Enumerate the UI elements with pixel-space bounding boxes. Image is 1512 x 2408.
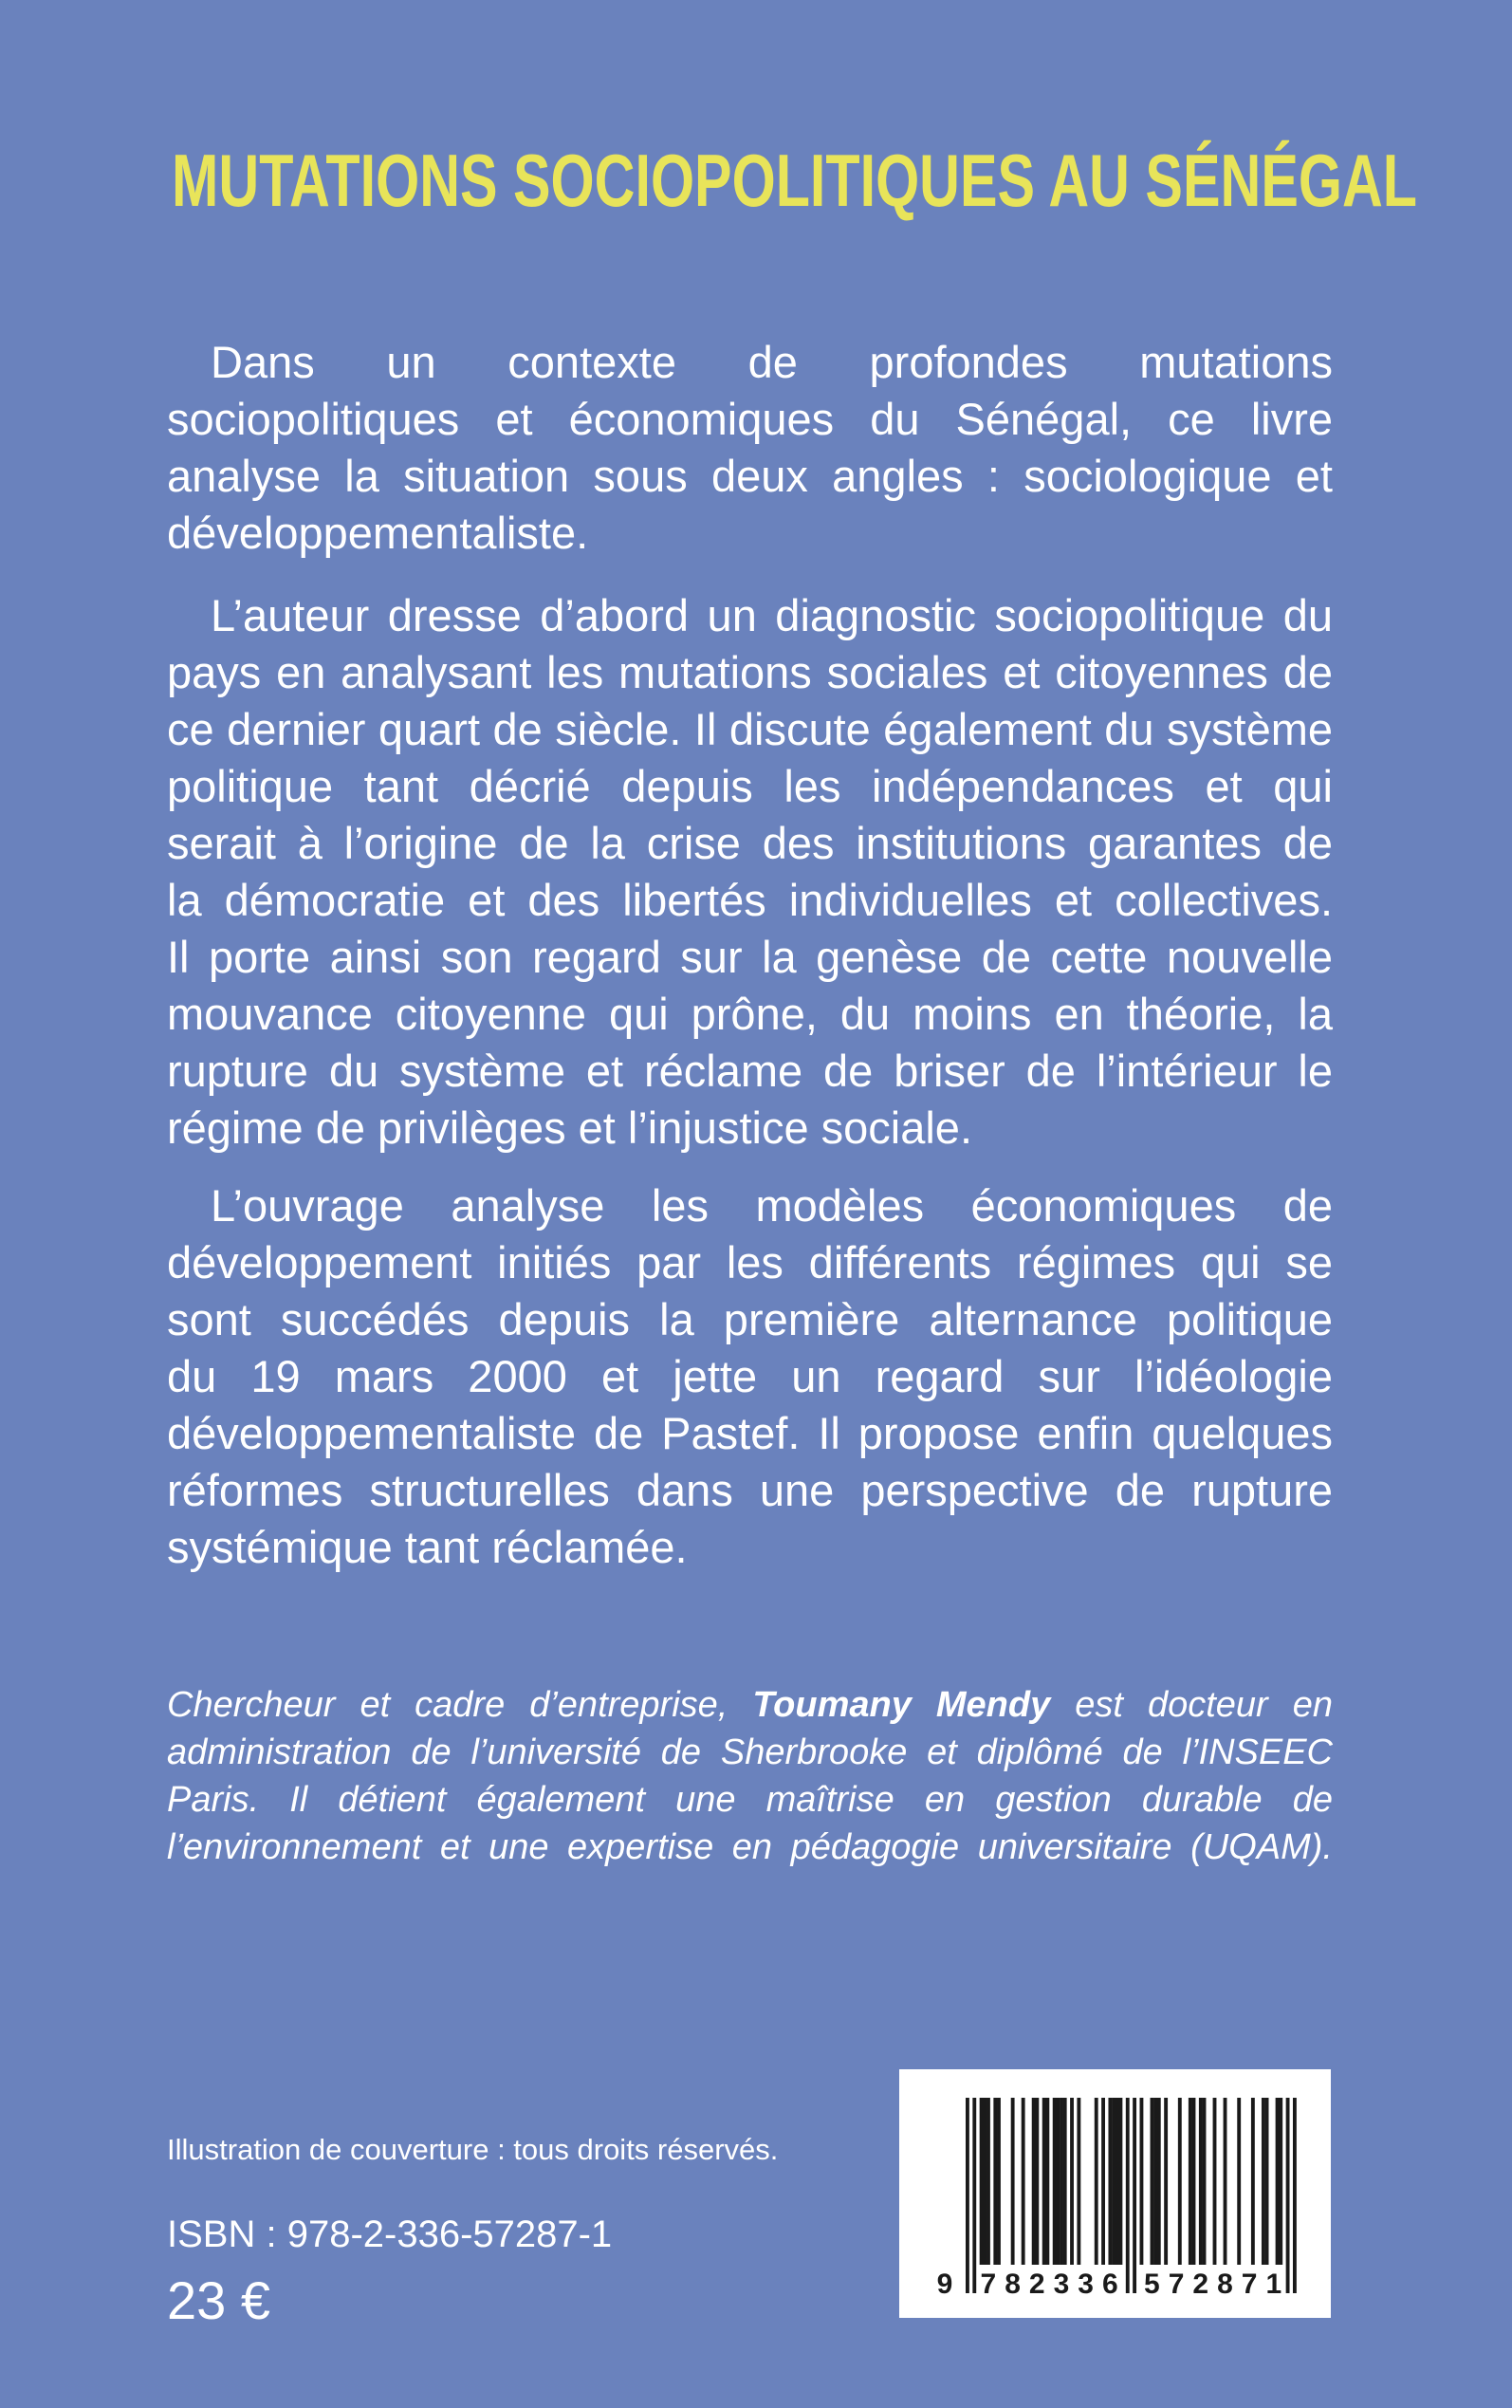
barcode-bar bbox=[1011, 2098, 1015, 2265]
barcode-digit: 1 bbox=[1265, 2269, 1282, 2300]
barcode-bar bbox=[1112, 2098, 1116, 2265]
barcode-bar bbox=[1157, 2098, 1161, 2265]
author-name: Toumany Mendy bbox=[752, 1685, 1051, 1725]
paragraph-line: serait à l’origine de la crise des institutions garantes de bbox=[167, 818, 1333, 868]
author-bio bbox=[167, 1681, 1333, 1871]
barcode-bar bbox=[1153, 2098, 1157, 2265]
barcode-bar bbox=[1262, 2098, 1265, 2265]
paragraph-line: mouvance citoyenne qui prône, du moins en théorie, la bbox=[167, 989, 1333, 1039]
paragraph-line: réformes structurelles dans une perspective de rupture bbox=[167, 1465, 1333, 1515]
barcode-digit: 5 bbox=[1144, 2269, 1160, 2300]
description-paragraph bbox=[167, 587, 1333, 1157]
description-paragraph bbox=[167, 334, 1333, 562]
barcode-bar bbox=[1189, 2098, 1192, 2265]
paragraph-line: développement initiés par les différents régimes qui se bbox=[167, 1237, 1333, 1287]
barcode-bar bbox=[1265, 2098, 1269, 2265]
barcode-bar bbox=[1063, 2098, 1067, 2265]
barcode-bar bbox=[1053, 2098, 1057, 2265]
paragraph-line: développementaliste. bbox=[167, 508, 589, 558]
paragraph-line: rupture du système et réclame de briser de l’intérieur le bbox=[167, 1046, 1333, 1096]
paragraph-line: développementaliste de Pastef. Il propose enfin quelques bbox=[167, 1408, 1333, 1458]
bio-text: Chercheur et cadre d’entreprise, bbox=[167, 1685, 753, 1725]
paragraph-line: sociopolitiques et économiques du Sénégal, ce livre bbox=[167, 394, 1333, 444]
paragraph-line: L’auteur dresse d’abord un diagnostic sociopolitique du bbox=[211, 590, 1333, 640]
barcode-bar bbox=[1060, 2098, 1063, 2265]
barcode-digit: 9 bbox=[936, 2269, 953, 2300]
barcode-bar bbox=[1178, 2098, 1182, 2265]
barcode-digit: 6 bbox=[1101, 2269, 1118, 2300]
barcode-bar bbox=[1108, 2098, 1112, 2265]
barcode-digit: 7 bbox=[980, 2269, 997, 2300]
paragraph-line: ce dernier quart de siècle. Il discute également du système bbox=[167, 704, 1333, 754]
paragraph-line: Dans un contexte de profondes mutations bbox=[211, 337, 1333, 387]
barcode-bar bbox=[1279, 2098, 1282, 2265]
barcode-graphic bbox=[899, 2069, 1331, 2318]
cover-credit: Illustration de couverture : tous droits réservés. bbox=[167, 2133, 779, 2166]
barcode-bar bbox=[1164, 2098, 1168, 2265]
price: 23 € bbox=[167, 2270, 270, 2330]
paragraph-line: régime de privilèges et l’injustice sociale. bbox=[167, 1102, 973, 1153]
barcode-bar bbox=[1070, 2098, 1074, 2265]
barcode-digit: 7 bbox=[1241, 2269, 1258, 2300]
barcode-bar bbox=[983, 2098, 986, 2265]
paragraph-line: sont succédés depuis la première alternance politique bbox=[167, 1294, 1333, 1344]
barcode-bar bbox=[1251, 2098, 1255, 2265]
barcode bbox=[899, 2069, 1331, 2318]
bio-line: administration de l’université de Sherbrooke et diplômé de l’INSEEC bbox=[167, 1732, 1333, 1772]
barcode-bar bbox=[1286, 2098, 1290, 2293]
paragraph-line: analyse la situation sous deux angles : sociologique et bbox=[167, 451, 1333, 501]
barcode-bar bbox=[1276, 2098, 1280, 2265]
barcode-digit: 3 bbox=[1053, 2269, 1070, 2300]
barcode-digit: 2 bbox=[1028, 2269, 1045, 2300]
barcode-bar bbox=[1203, 2098, 1207, 2265]
barcode-bar bbox=[1151, 2098, 1154, 2265]
barcode-bar bbox=[1133, 2098, 1136, 2293]
paragraph-line: systémique tant réclamée. bbox=[167, 1522, 688, 1572]
barcode-bar bbox=[986, 2098, 990, 2265]
bio-line: Paris. Il détient également une maîtrise en gestion durable de bbox=[167, 1780, 1333, 1820]
barcode-bar bbox=[1077, 2098, 1080, 2265]
paragraph-line: Il porte ainsi son regard sur la genèse de cette nouvelle bbox=[167, 932, 1333, 982]
barcode-digit: 8 bbox=[1005, 2269, 1021, 2300]
isbn: ISBN : 978-2-336-57287-1 bbox=[167, 2214, 613, 2255]
bio-text: est docteur en bbox=[1050, 1685, 1333, 1725]
barcode-bar bbox=[1224, 2098, 1227, 2265]
barcode-bar bbox=[1056, 2098, 1060, 2265]
barcode-bar bbox=[1213, 2098, 1217, 2265]
barcode-bar bbox=[1042, 2098, 1046, 2265]
barcode-bar bbox=[1116, 2098, 1119, 2265]
barcode-bar bbox=[1192, 2098, 1196, 2265]
barcode-bar bbox=[966, 2098, 969, 2293]
paragraph-line: du 19 mars 2000 et jette un regard sur l’idéologie bbox=[167, 1351, 1333, 1401]
paragraph-line: politique tant décrié depuis les indépendances et qui bbox=[167, 761, 1333, 811]
barcode-digit: 3 bbox=[1078, 2269, 1094, 2300]
barcode-bar bbox=[1022, 2098, 1025, 2265]
description-paragraph bbox=[167, 1177, 1333, 1576]
barcode-bar bbox=[1199, 2098, 1203, 2265]
barcode-bar bbox=[997, 2098, 1001, 2265]
barcode-bar bbox=[1032, 2098, 1036, 2265]
barcode-bar bbox=[1101, 2098, 1105, 2265]
barcode-bar bbox=[1140, 2098, 1144, 2265]
barcode-bar bbox=[1118, 2098, 1122, 2265]
barcode-bar bbox=[1035, 2098, 1039, 2265]
barcode-bar bbox=[1293, 2098, 1297, 2293]
barcode-digit: 7 bbox=[1168, 2269, 1185, 2300]
book-title: MUTATIONS SOCIOPOLITIQUES AU SÉNÉGAL bbox=[172, 139, 1417, 222]
paragraph-line: L’ouvrage analyse les modèles économiques de bbox=[211, 1180, 1333, 1231]
barcode-bar bbox=[1095, 2098, 1098, 2265]
barcode-bar bbox=[1126, 2098, 1130, 2293]
bio-line: l’environnement et une expertise en pédagogie universitaire (UQAM). bbox=[167, 1827, 1333, 1867]
barcode-bar bbox=[1045, 2098, 1049, 2265]
barcode-bar bbox=[1237, 2098, 1241, 2265]
barcode-digit: 8 bbox=[1217, 2269, 1233, 2300]
barcode-bar bbox=[993, 2098, 997, 2265]
barcode-bar bbox=[980, 2098, 984, 2265]
barcode-bar bbox=[972, 2098, 976, 2293]
paragraph-line: la démocratie et des libertés individuelles et collectives. bbox=[167, 875, 1333, 925]
barcode-digit: 2 bbox=[1192, 2269, 1209, 2300]
paragraph-line: pays en analysant les mutations sociales et citoyennes de bbox=[167, 647, 1333, 697]
